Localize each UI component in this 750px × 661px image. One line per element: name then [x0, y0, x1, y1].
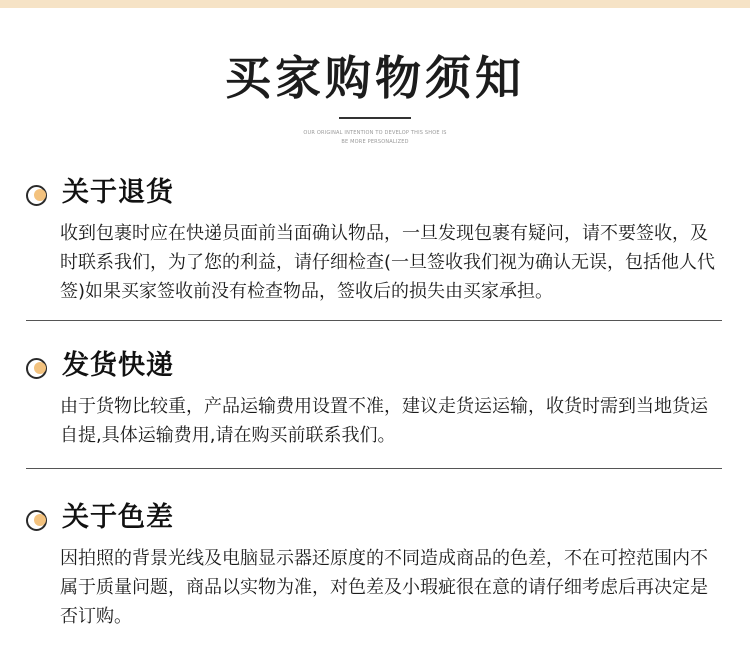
section-returns — [26, 175, 726, 306]
section-title: 关于色差 — [62, 502, 174, 533]
section-body: 由于货物比较重，产品运输费用设置不准，建议走货运运输，收货时需到当地货运自提,具体运输费用,请在购买前联系我们。 — [60, 396, 708, 446]
section-divider — [26, 320, 722, 321]
section-header — [26, 348, 726, 384]
circle-bullet-icon — [26, 356, 52, 378]
page-subtitle — [0, 129, 750, 147]
section-header — [26, 175, 726, 211]
section-header — [26, 500, 726, 536]
circle-bullet-icon — [26, 508, 52, 530]
section-body: 因拍照的背景光线及电脑显示器还原度的不同造成商品的色差，不在可控范围内不属于质量问题，商品以实物为准，对色差及小瑕疵很在意的请仔细考虑后再决定是否订购。 — [60, 548, 708, 627]
subtitle-line-2: BE MORE PERSONALIZED — [341, 139, 409, 145]
page-title: 买家购物须知 — [225, 51, 525, 105]
section-title: 发货快递 — [62, 350, 174, 381]
top-band — [0, 0, 750, 8]
title-underline — [339, 117, 411, 119]
section-divider — [26, 468, 722, 469]
section-body: 收到包裹时应在快递员面前当面确认物品，一旦发现包裹有疑问，请不要签收，及时联系我们，为了您的利益，请仔细检查(一旦签收我们视为确认无误，包括他人代签)如果买家签收前没有检查物品，签收后的损失由买家承担。 — [60, 223, 716, 302]
section-title: 关于退货 — [62, 177, 174, 208]
section-shipping — [26, 348, 726, 450]
section-color-difference — [26, 500, 726, 631]
circle-bullet-icon — [26, 183, 52, 205]
subtitle-line-1: OUR ORIGINAL INTENTION TO DEVELOP THIS SHOE IS — [303, 130, 447, 136]
